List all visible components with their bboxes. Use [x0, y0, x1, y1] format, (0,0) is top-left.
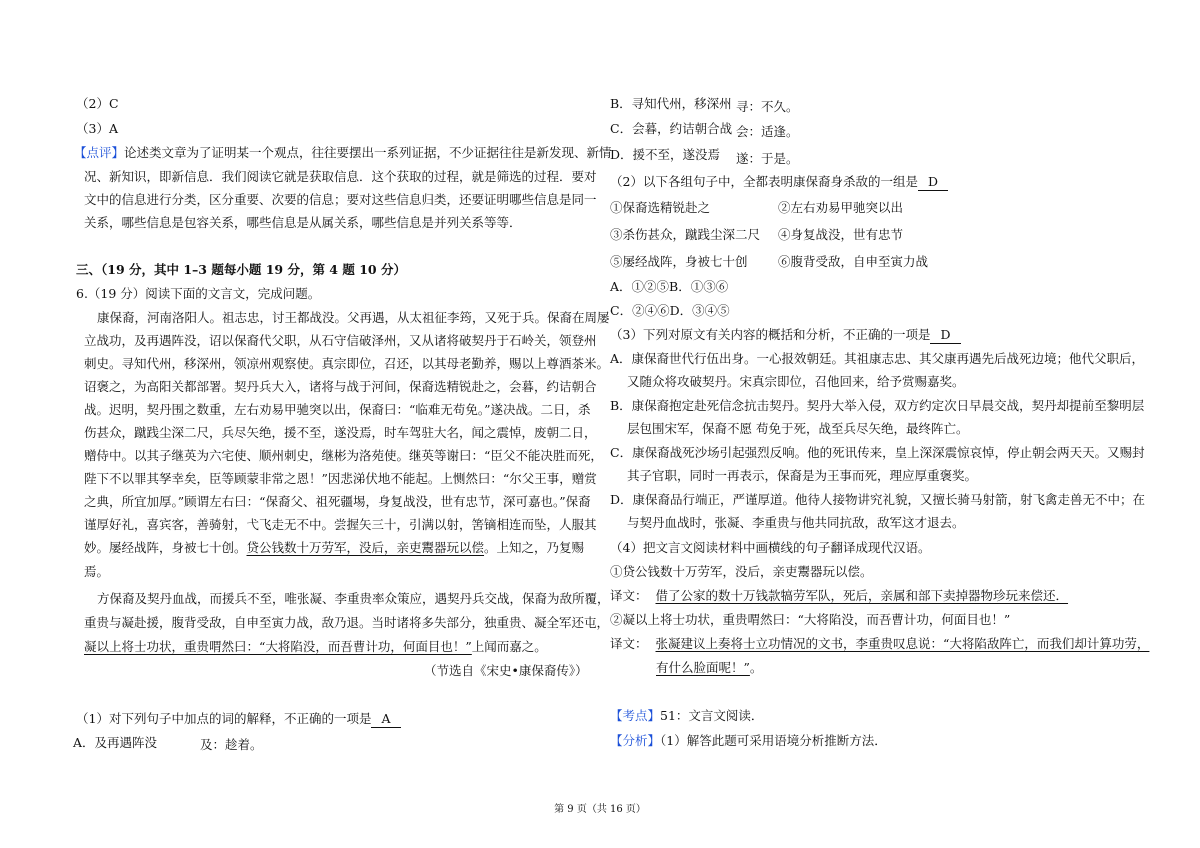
answer-blank: A — [371, 711, 400, 728]
passage-line: 战。迟明，契丹围之数重，左右劝易甲驰突以出，保裔曰：“临难无苟免。”遂决战。二日，杀 — [84, 402, 591, 417]
option-line: C．②④⑥D．③④⑤ — [610, 303, 730, 318]
option-line: D．援不至，遂没焉 — [610, 147, 721, 162]
option-line: A．①②⑤B．①③⑥ — [610, 279, 729, 294]
option-line: B．寻知代州，移深州 — [610, 96, 732, 111]
translate-source-2: ②凝以上将士功状，重贵喟然曰：“大将陷没，而吾曹计功，何面目也！” — [610, 612, 1011, 627]
passage-line: 伤甚众，蹴践尘深二尺，兵尽矢绝，援不至，遂没焉，时车驾驻大名，闻之震悼，废朝二日， — [84, 425, 597, 440]
passage-line: 赠侍中。以其子继英为六宅使、顺州刺史，继彬为洛苑使。继英等谢曰：“臣父不能决胜而死， — [84, 448, 603, 463]
translation-2-cont: 有什么脸面呢！”。 — [656, 660, 763, 675]
sub-question-1: （1）对下列句子中加点的词的解释，不正确的一项是 A — [76, 711, 401, 728]
source-citation: （节选自《宋史•康保裔传》） — [424, 663, 588, 678]
answer-blank: D — [918, 174, 948, 191]
analysis-tag: 【分析】 — [610, 733, 661, 748]
choice-row-right: ⑥腹背受敌，自申至寅力战 — [778, 254, 929, 269]
passage-line: 康保裔，河南洛阳人。祖志忠，讨王都战没。父再遇，从太祖征李筠，又死于兵。保裔在周屡 — [97, 310, 610, 325]
underlined-sentence-2: 凝以上将士功状，重贵喟然曰：“大将陷没，而吾曹计功，何面目也！” — [84, 639, 472, 654]
passage-line: 重贵与凝赴援，腹背受敌，自申至寅力战，敌乃退。当时诸将多失部分，独重贵、凝全军还屯， — [84, 615, 610, 630]
option-gloss: 遂：于是。 — [736, 151, 799, 166]
translation-answer-1: 借了公家的数十万钱款犒劳军队，死后，亲属和部下卖掉器物珍玩来偿还． — [655, 588, 1069, 603]
choice-row-right: ④身复战没，世有忠节 — [778, 227, 904, 242]
option-line: C．会暮，约诘朝合战 — [610, 121, 733, 136]
option-line: B．康保裔抱定赴死信念抗击契丹。契丹大举入侵，双方约定次日早晨交战，契丹却提前至黎明层 — [610, 398, 1145, 413]
answer-blank: D — [930, 327, 960, 344]
question-stem: 6.（19 分）阅读下面的文言文，完成问题。 — [76, 286, 321, 301]
sub-question-2: （2）以下各组句子中，全都表明康保裔身杀敌的一组是 D — [610, 174, 948, 191]
passage-line: 方保裔及契丹血战，而援兵不至，唯张凝、李重贵率众策应，遇契丹兵交战，保裔为敌所覆， — [97, 591, 610, 606]
option-line: C．康保裔战死沙场引起强烈反响。他的死讯传来，皇上深深震惊哀悼，停止朝会两天天。又赐封 — [610, 445, 1145, 460]
option-line: 层包围宋军，保裔不愿 苟免于死，战至兵尽矢绝，最终阵亡。 — [627, 421, 969, 436]
underlined-sentence-1: 贷公钱数十万劳军，没后，亲吏鬻器玩以偿 — [246, 540, 485, 555]
sub-question-4: （4）把文言文阅读材料中画横线的句子翻译成现代汉语。 — [610, 540, 931, 555]
comment-line: 文中的信息进行分类，区分重要、次要的信息；要对这些信息归类，还要证明哪些信息是同一 — [84, 192, 597, 207]
comment-line: 【点评】论述类文章为了证明某一个观点，往往要摆出一系列证据，不少证据往往是新发现、新情 — [74, 145, 612, 160]
comment-tag: 【点评】 — [74, 145, 125, 160]
passage-line: 谨厚好礼，喜宾客，善骑射，弋飞走无不中。尝握矢三十，引满以射，筈镝相连而坠，人服其 — [84, 517, 597, 532]
option-line: A．康保裔世代行伍出身。一心报效朝廷。其祖康志忠、其父康再遇先后战死边境；他代父职后， — [610, 351, 1145, 366]
analysis: 【分析】（1）解答此题可采用语境分析推断方法． — [610, 733, 887, 748]
passage-line: 立战功，及再遇阵没，诏以保裔代父职，从石守信破泽州，又从诸将破契丹于石岭关，领登州 — [84, 333, 597, 348]
option-line: 与契丹血战时，张凝、李重贵与他共同抗敌，敌军这才退去。 — [627, 515, 965, 530]
translation-answer-2-cont: 有什么脸面呢！” — [656, 660, 750, 675]
section-heading: 三、（19 分，其中 1–3 题每小题 19 分，第 4 题 10 分） — [76, 262, 406, 277]
translation-2: 译文： 张凝建议上奏将士立功情况的文书，李重贵叹息说：“大将陷敌阵亡，而我们却计算功劳， — [610, 636, 1150, 651]
option-gloss: 及：趁着。 — [200, 737, 263, 752]
option-line: 又随众将攻破契丹。宋真宗即位，召他回来，给予赏赐嘉奖。 — [627, 374, 965, 389]
page-footer: 第 9 页（共 16 页） — [554, 804, 646, 815]
translation-1: 译文： 借了公家的数十万钱款犒劳军队，死后，亲属和部下卖掉器物珍玩来偿还． — [610, 588, 1086, 604]
passage-line: 刺史。寻知代州，移深州，领凉州观察使。真宗即位，召还，以其母老勤养，赐以上尊酒茶米。 — [84, 356, 610, 371]
passage-line: 之典，所宜加厚。”顾谓左右曰：“保裔父、祖死疆埸，身复战没，世有忠节，深可嘉也。”保裔 — [84, 494, 591, 509]
passage-line: 陛下不以罪其孥幸矣，臣等顾蒙非常之恩！”因悲涕伏地不能起。上恻然曰：“尔父王事，赠赏 — [84, 471, 597, 486]
option-line: 其子官职，同时一再表示，保裔是为王事而死，理应厚重褒奖。 — [627, 468, 978, 483]
passage-line: 诏褒之，为高阳关都部署。契丹兵大入，诸将与战于河间，保裔选精锐赴之，会暮，约诘朝合 — [84, 379, 597, 394]
option-line: D．康保裔品行端正，严谨厚道。他待人接物讲究礼貌，又擅长骑马射箭，射飞禽走兽无不中；在 — [610, 492, 1146, 507]
choice-row: ⑤屡经战阵，身被七十创 — [610, 254, 748, 269]
choice-row-right: ②左右劝易甲驰突以出 — [778, 200, 904, 215]
translation-answer-2: 张凝建议上奏将士立功情况的文书，李重贵叹息说：“大将陷敌阵亡，而我们却计算功劳， — [655, 636, 1150, 651]
sub-question-3: （3）下列对原文有关内容的概括和分析，不正确的一项是 D — [610, 327, 961, 344]
comment-line: 况、新知识，即新信息．我们阅读它就是获取信息．这个获取的过程，就是筛选的过程．要对 — [84, 169, 597, 184]
answer-2: （2）C — [76, 96, 119, 111]
translate-source-1: ①贷公钱数十万劳军，没后，亲吏鬻器玩以偿。 — [610, 564, 873, 579]
passage-line: 焉。 — [84, 564, 110, 579]
comment-line: 关系，哪些信息是包容关系，哪些信息是从属关系，哪些信息是并列关系等等． — [84, 215, 522, 230]
exam-point: 【考点】51：文言文阅读． — [610, 708, 764, 723]
option-gloss: 会：适逢。 — [736, 124, 799, 139]
option-gloss: 寻：不久。 — [736, 99, 799, 114]
answer-3: （3）A — [76, 121, 118, 136]
choice-row: ①保裔选精锐赴之 — [610, 200, 711, 215]
option-line: A．及再遇阵没 — [73, 735, 158, 750]
passage-line: 凝以上将士功状，重贵喟然曰：“大将陷没，而吾曹计功，何面目也！”上闻而嘉之。 — [84, 639, 547, 654]
exam-point-tag: 【考点】 — [610, 708, 661, 723]
choice-row: ③杀伤甚众，蹴践尘深二尺 — [610, 227, 761, 242]
passage-line: 妙。屡经战阵，身被七十创。贷公钱数十万劳军，没后，亲吏鬻器玩以偿。上知之，乃复赐 — [84, 540, 585, 555]
